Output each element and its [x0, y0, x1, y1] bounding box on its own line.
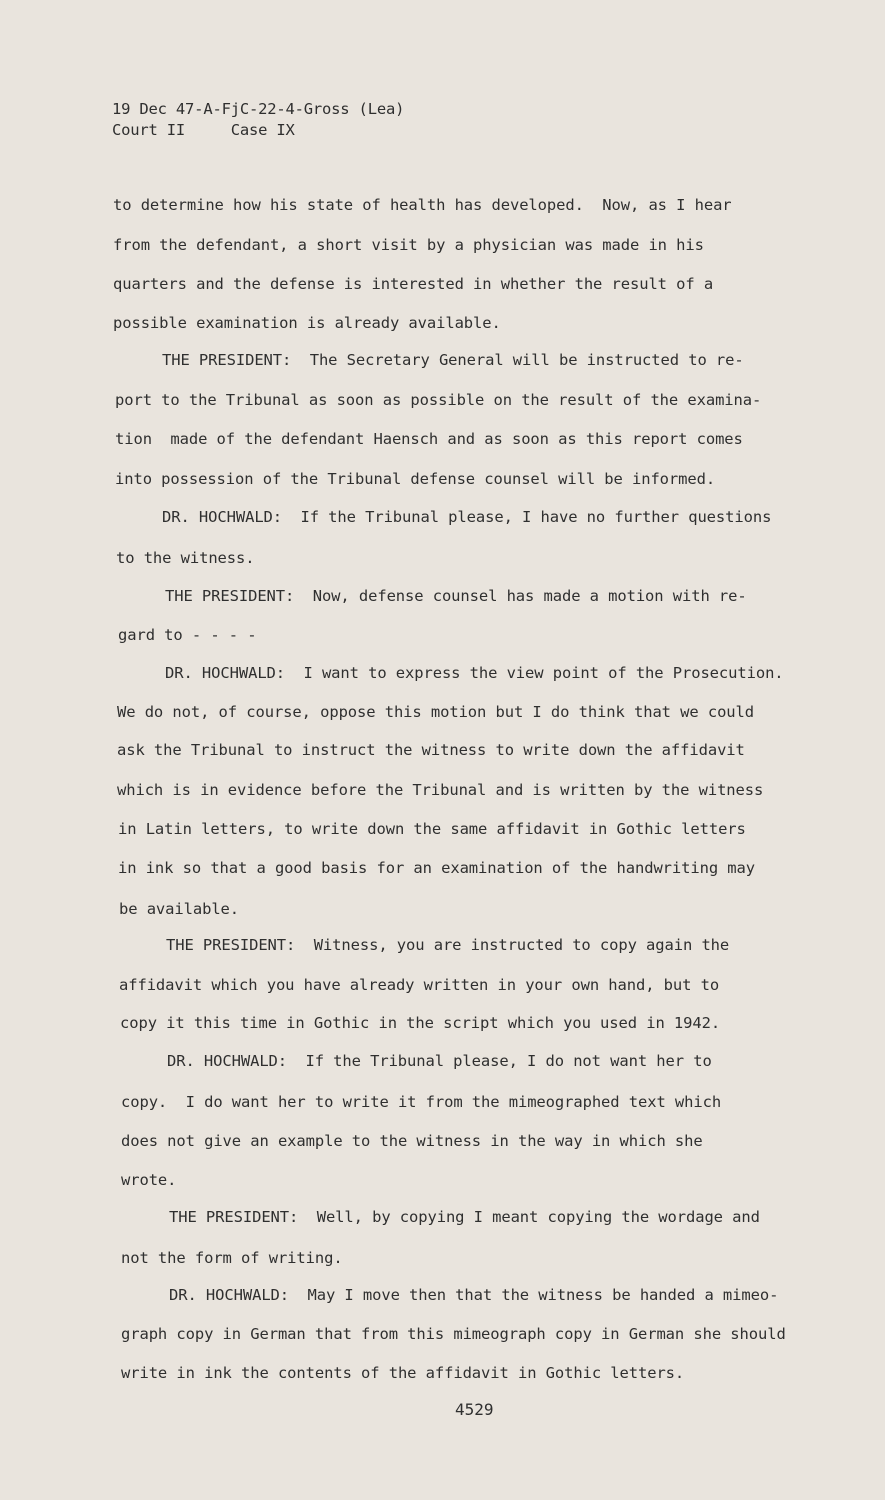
body-line: ask the Tribunal to instruct the witness to write down the affidavit	[117, 741, 745, 759]
body-line: does not give an example to the witness in the way in which she	[121, 1132, 703, 1150]
body-line: write in ink the contents of the affidavit in Gothic letters.	[121, 1364, 685, 1382]
body-line: to the witness.	[116, 549, 255, 567]
body-line: DR. HOCHWALD: If the Tribunal please, I have no further questions	[162, 508, 772, 526]
body-line: be available.	[119, 900, 240, 918]
body-line: tion made of the defendant Haensch and as soon as this report comes	[115, 430, 743, 448]
body-line: DR. HOCHWALD: May I move then that the witness be handed a mimeo-	[169, 1286, 779, 1304]
body-line: to determine how his state of health has developed. Now, as I hear	[113, 196, 732, 214]
page-number: 4529	[455, 1400, 494, 1419]
body-line: possible examination is already available.	[113, 314, 501, 332]
body-line: in ink so that a good basis for an examination of the handwriting may	[118, 859, 755, 877]
body-line: THE PRESIDENT: Witness, you are instructed to copy again the	[166, 936, 730, 954]
body-line: not the form of writing.	[121, 1249, 343, 1267]
body-line: into possession of the Tribunal defense counsel will be informed.	[115, 470, 716, 488]
header-court-case: Court II Case IX	[112, 121, 295, 139]
body-line: We do not, of course, oppose this motion but I do think that we could	[117, 703, 754, 721]
body-line: in Latin letters, to write down the same affidavit in Gothic letters	[118, 820, 746, 838]
body-line: wrote.	[121, 1171, 177, 1189]
body-line: DR. HOCHWALD: If the Tribunal please, I do not want her to	[167, 1052, 712, 1070]
body-line: quarters and the defense is interested in whether the result of a	[113, 275, 714, 293]
body-line: which is in evidence before the Tribunal and is written by the witness	[117, 781, 764, 799]
header-reference: 19 Dec 47-A-FjC-22-4-Gross (Lea)	[112, 100, 405, 118]
body-line: DR. HOCHWALD: I want to express the view point of the Prosecution.	[165, 664, 784, 682]
body-line: port to the Tribunal as soon as possible on the result of the examina-	[115, 391, 762, 409]
body-line: graph copy in German that from this mimeograph copy in German she should	[121, 1325, 786, 1343]
body-line: THE PRESIDENT: The Secretary General will be instructed to re-	[162, 351, 744, 369]
body-line: from the defendant, a short visit by a physician was made in his	[113, 236, 704, 254]
body-line: THE PRESIDENT: Well, by copying I meant copying the wordage and	[169, 1208, 760, 1226]
body-line: THE PRESIDENT: Now, defense counsel has made a motion with re-	[165, 587, 747, 605]
body-line: copy it this time in Gothic in the script which you used in 1942.	[120, 1014, 721, 1032]
body-line: gard to - - - -	[118, 626, 257, 644]
body-line: copy. I do want her to write it from the mimeographed text which	[121, 1093, 722, 1111]
body-line: affidavit which you have already written in your own hand, but to	[119, 976, 720, 994]
